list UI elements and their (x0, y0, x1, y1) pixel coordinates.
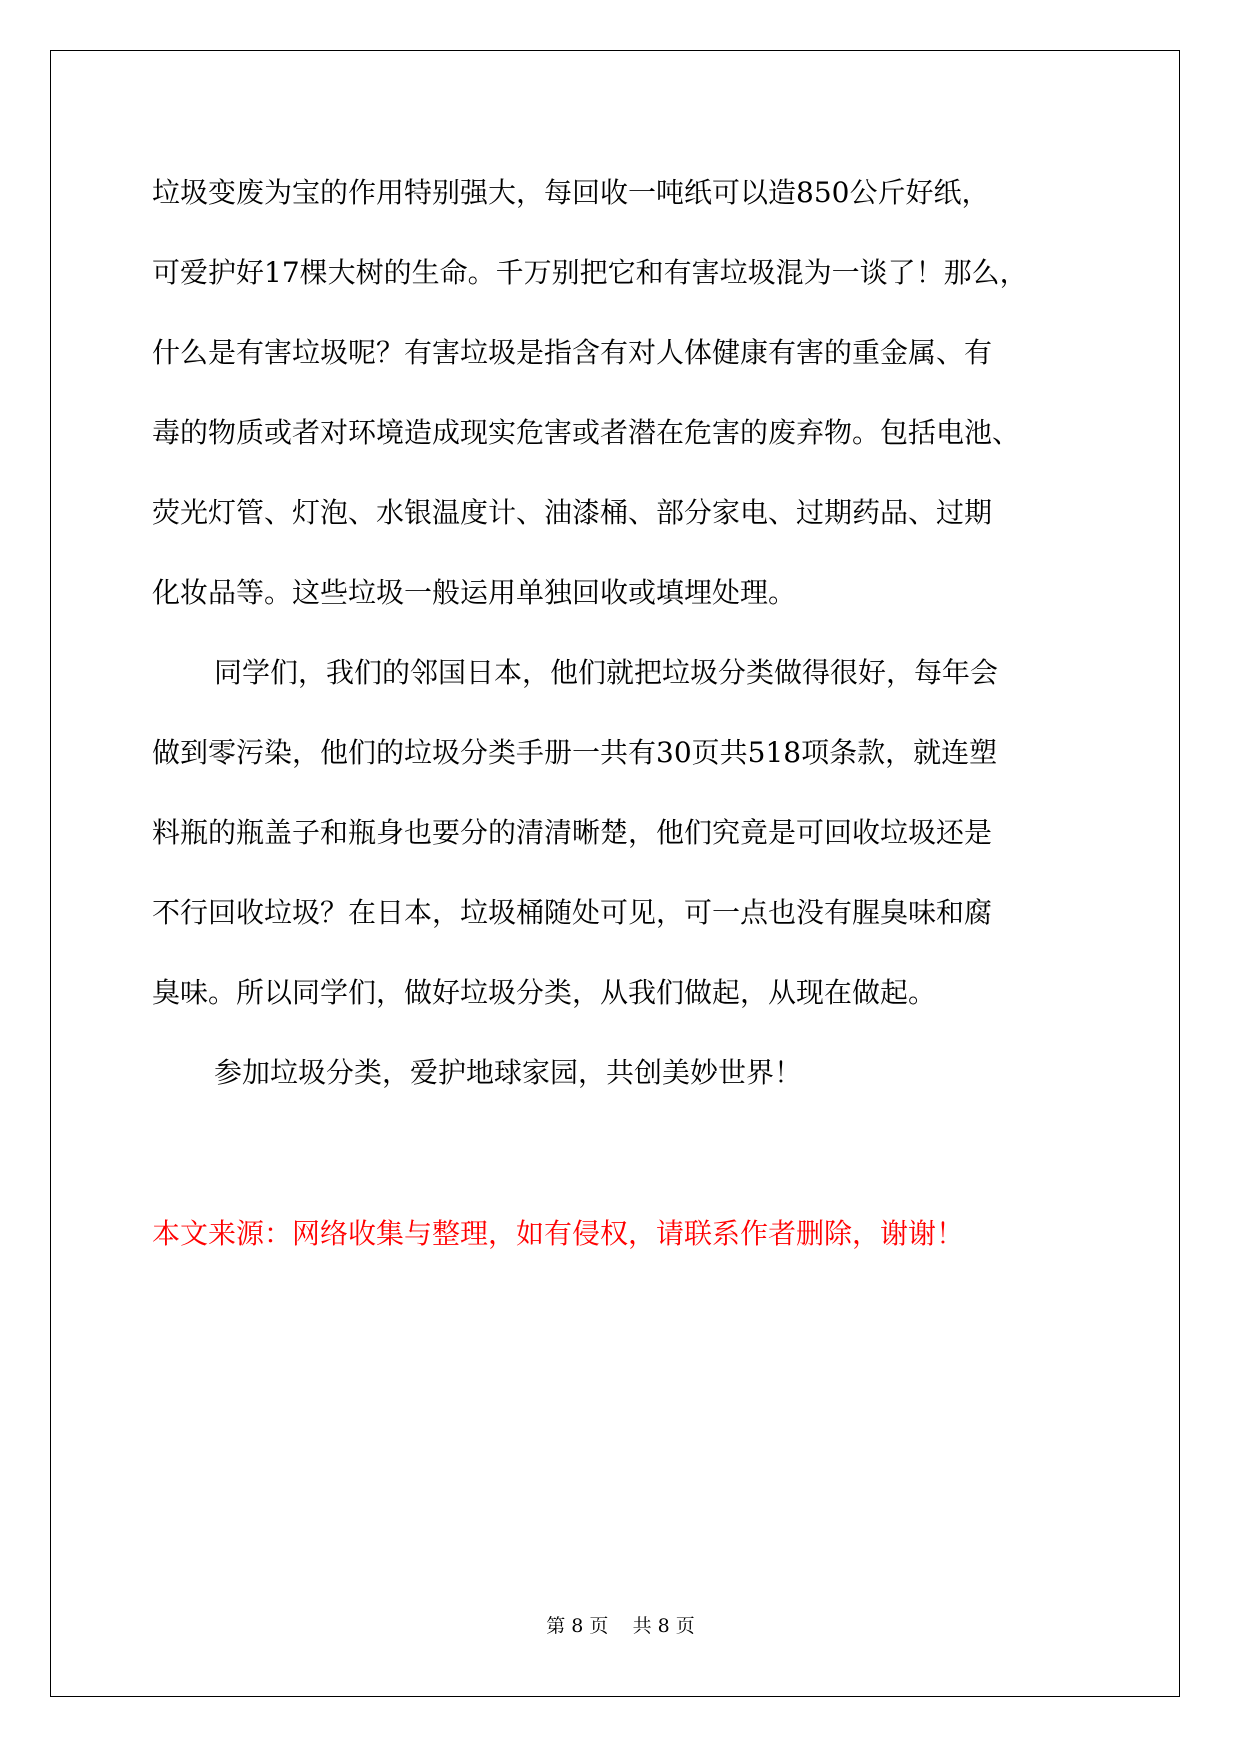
paragraph-line: 化妆品等。这些垃圾一般运用单独回收或填埋处理。 (152, 576, 797, 609)
paragraph-line: 荧光灯管、灯泡、水银温度计、油漆桶、部分家电、过期药品、过期 (152, 496, 993, 529)
paragraph-line: 毒的物质或者对环境造成现实危害或者潜在危害的废弃物。包括电池、 (152, 416, 1021, 449)
page-footer: 第 8 页 共 8 页 (546, 1615, 695, 1637)
paragraph-line: 什么是有害垃圾呢？有害垃圾是指含有对人体健康有害的重金属、有 (152, 336, 993, 369)
paragraph-line: 臭味。所以同学们，做好垃圾分类，从我们做起，从现在做起。 (152, 976, 937, 1009)
paragraph-line: 料瓶的瓶盖子和瓶身也要分的清清晰楚，他们究竟是可回收垃圾还是 (152, 816, 993, 849)
paragraph-line: 不行回收垃圾？在日本，垃圾桶随处可见，可一点也没有腥臭味和腐 (152, 896, 993, 929)
paragraph-line: 参加垃圾分类，爱护地球家园，共创美妙世界！ (214, 1056, 803, 1089)
paragraph-line: 垃圾变废为宝的作用特别强大，每回收一吨纸可以造850公斤好纸， (152, 176, 990, 209)
paragraph-line: 可爱护好17棵大树的生命。千万别把它和有害垃圾混为一谈了！那么， (152, 256, 1028, 289)
source-note: 本文来源：网络收集与整理，如有侵权，请联系作者删除，谢谢！ (152, 1217, 965, 1250)
paragraph-line: 同学们，我们的邻国日本，他们就把垃圾分类做得很好，每年会 (214, 656, 999, 689)
paragraph-line: 做到零污染，他们的垃圾分类手册一共有30页共518项条款，就连塑 (152, 736, 998, 769)
page-border (50, 50, 1180, 1697)
